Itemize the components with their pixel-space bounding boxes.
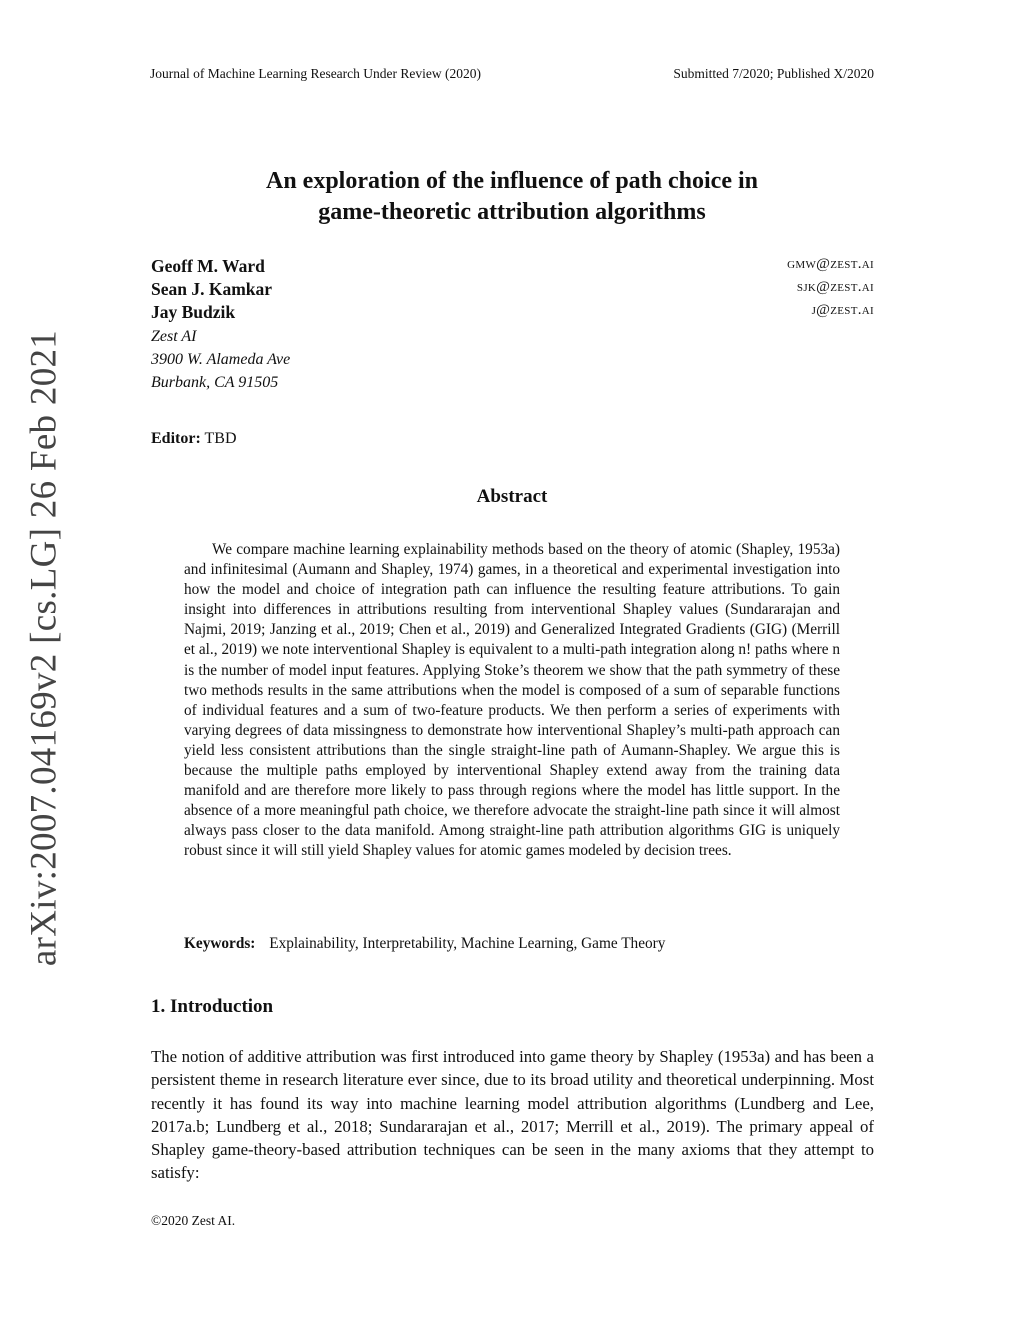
section-heading-introduction: 1. Introduction [151,996,274,1017]
abstract-body: We compare machine learning explainability methods based on the theory of atomic (Shapley, 1953a) and infinitesimal (Aumann and Shapley, 1974) games, in a theoretical and experimental investigation into how the model and choice of integration path can influence the resulting feature attributions. To gain insight into differences in attributions resulting from interventional Shapley values (Sundararajan and Najmi, 2019; Janzing et al., 2019; Chen et al., 2019) and Generalized Integrated Gradients (GIG) (Merrill et al., 2019) we note interventional Shapley is equivalent to a multi-path integration along n! paths where n is the number of model input features. Applying Stoke’s theorem we show that the path symmetry of these two methods results in the same attributions when the model is composed of a sum of separable functions of individual features and a sum of two-feature products. We then perform a series of experiments with varying degrees of data missingness to demonstrate how interventional Shapley’s multi-path approach can yield less consistent attributions than the single straight-line path of Aumann-Shapley. We argue this is because the multiple paths employed by interventional Shapley extend away from the training data manifold and are therefore more likely to pass through regions where the model has little support. In the absence of a more meaningful path choice, we therefore advocate the straight-line path since it will almost always pass closer to the data manifold. Among straight-line path attribution algorithms GIG is uniquely robust since it will still yield Shapley values for atomic games modeled by decision trees. [184,541,840,860]
arxiv-stamp-text: arXiv:2007.04169v2 [cs.LG] 26 Feb 2021 [23,329,65,967]
author-email: j@zest.ai [811,302,874,318]
author-row [151,279,874,300]
keywords-label: Keywords: [184,935,256,952]
editor-value: TBD [204,430,237,447]
editor-label: Editor: [151,430,201,447]
author-email: gmw@zest.ai [787,256,874,272]
affiliation [151,325,290,394]
affiliation-org: Zest AI [151,328,197,345]
abstract-heading: Abstract [476,486,548,507]
author-name: Jay Budzik [151,302,236,322]
paper-title-line-1: An exploration of the influence of path choice in [266,168,758,194]
running-head-dates: Submitted 7/2020; Published X/2020 [673,66,874,81]
author-email: sjk@zest.ai [796,279,874,295]
introduction-body: The notion of additive attribution was first introduced into game theory by Shapley (1953a) and has been a persistent theme in research literature ever since, due to its broad utility and theoretical underpinning. Most recently it has found its way into machine learning model attribution algorithms (Lundberg and Lee, 2017a.b; Lundberg et al., 2018; Sundararajan et al., 2017; Merrill et al., 2019). The primary appeal of Shapley game-theory-based attribution techniques can be seen in the many axioms that they attempt to satisfy: [151,1047,874,1183]
keywords-value: Explainability, Interpretability, Machine Learning, Game Theory [269,935,666,952]
keywords-line [184,935,665,953]
copyright-notice: ©2020 Zest AI. [151,1213,236,1228]
paper-title-line-2: game-theoretic attribution algorithms [318,199,706,225]
affiliation-street: 3900 W. Alameda Ave [151,351,291,368]
affiliation-city: Burbank, CA 91505 [151,374,279,391]
author-name: Sean J. Kamkar [151,279,273,299]
author-row [151,256,874,277]
running-head-journal: Journal of Machine Learning Research Under Review (2020) [150,66,482,81]
editor-line [151,430,237,448]
author-row [151,302,874,323]
paper-title [150,166,874,228]
author-name: Geoff M. Ward [151,256,265,276]
